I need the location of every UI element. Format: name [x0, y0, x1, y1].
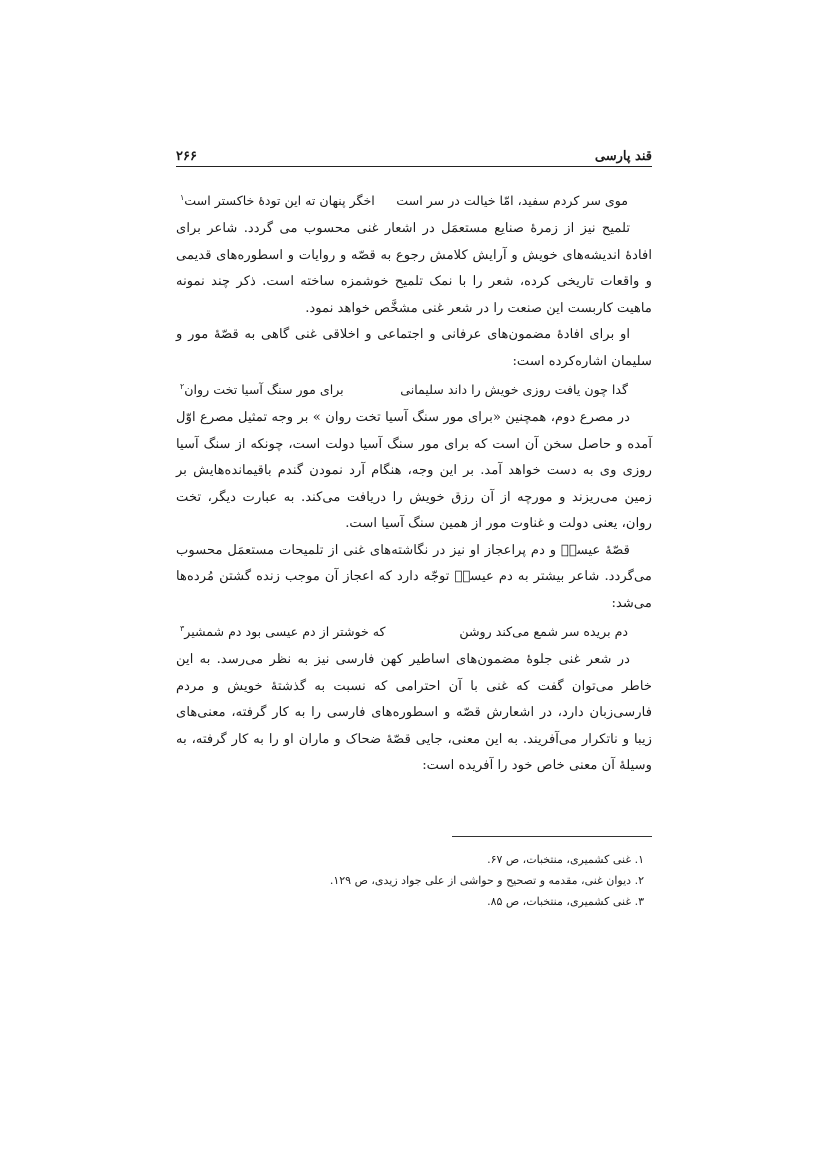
paragraph: در مصرع دوم، همچنین «برای مور سنگ آسیا تخت روان » بر وجه تمثیل مصرع اوّل آمده و حاصل سخن آن است که برای مور سنگ آسیا دولت است، چونکه از سنگ آسیا روزی وی به دست خواهد آمد. بر این وجه، هنگام آرد نمودن گندم باقیمانده‌هایش بر زمین می‌ریزند و مورچه از آن رزق خویش را دریافت می‌کند. به عبارت دیگر، تخت روان، یعنی دولت و غناوت مور از همین سنگ آسیا است.	[176, 410, 652, 531]
verse-hemistich-text: برای مور سنگ آسیا تخت روان	[184, 382, 344, 397]
running-title: قند پارسی	[594, 149, 652, 164]
paragraph: تلمیح نیز از زمرهٔ صنایع مستعمَل در اشعار غنی محسوب می گردد. شاعر برای افادهٔ اندیشه‌های خویش و آرایش کلامش رجوع به قصّه و روایات و اسطوره‌های قدیمی و واقعات تاریخی کرده، شعر را با نمک تلمیح خوشمزه ساخته است. ذکر چند نمونه ماهیت کاربست این صنعت را در شعر غنی مشخَّص خواهد نمود.	[176, 221, 652, 316]
footnote-ref: ۳	[180, 623, 185, 633]
verse-hemistich-text: گدا چون یافت روزی خویش را داند سلیمانی	[400, 382, 628, 397]
verse-hemistich	[180, 186, 375, 216]
footnote: ۱. غنی کشمیری، منتخبات، ص ۶۷.	[487, 853, 644, 866]
footnote-ref: ۱	[180, 192, 185, 202]
verse-hemistich-text: اخگر پنهان ته این تودهٔ خاکستر است	[184, 193, 375, 208]
running-header	[176, 140, 652, 164]
verse-hemistich	[400, 375, 628, 405]
body-text	[176, 186, 652, 780]
verse-hemistich	[180, 617, 386, 647]
paragraph: قصّهٔ عیسیؑ و دم پراعجاز او نیز در نگاشته‌های غنی از تلمیحات مستعمَل محسوب می‌گردد. شاعر بیشتر به دم عیسیؑ توجّه دارد که اعجاز آن موجب زنده گشتن مُرده‌ها می‌شد:	[176, 542, 652, 611]
footnotes	[176, 849, 652, 912]
page-number: ۲۶۶	[176, 149, 197, 164]
verse-hemistich-text: موی سر کردم سفید، امّا خیالت در سر است	[396, 193, 628, 208]
paragraph: در شعر غنی جلوهٔ مضمون‌های اساطیر کهن فارسی نیز به نظر می‌رسد. به این خاطر می‌توان گفت که غنی با آن احترامی که نسبت به گذشتهٔ خویش و مردم فارسی‌زبان دارد، در اشعارش قصّه و اسطوره‌های فارسی را به کار گرفته، معنی‌های زیبا و ناتکرار می‌آفریند. به این معنی، جایی قصّهٔ ضحاک و ماران او را به کار گرفته، به وسیلهٔ آن معنی خاص خود را آفریده است:	[176, 652, 652, 773]
verse-hemistich-text: دم بریده سر شمع می‌کند روشن	[459, 624, 628, 639]
footnote: ۳. غنی کشمیری، منتخبات، ص ۸۵.	[487, 895, 644, 908]
verse-hemistich-text: که خوشتر از دم عیسی بود دم شمشیر	[184, 624, 386, 639]
footnote-ref: ۲	[180, 381, 185, 391]
footnote-rule	[452, 836, 652, 837]
footnote: ۲. دیوان غنی، مقدمه و تصحیح و حواشی از علی جواد زیدی، ص ۱۲۹.	[329, 874, 644, 887]
verse-hemistich	[396, 186, 628, 216]
verse-1	[176, 186, 652, 216]
verse-hemistich	[180, 375, 344, 405]
paragraph: او برای افادهٔ مضمون‌های عرفانی و اجتماعی و اخلاقی غنی گاهی به قصّهٔ مور و سلیمان اشاره‌کرده است:	[176, 327, 652, 369]
header-rule	[176, 166, 652, 167]
verse-2	[176, 375, 652, 405]
verse-3	[176, 617, 652, 647]
verse-hemistich	[459, 617, 628, 647]
